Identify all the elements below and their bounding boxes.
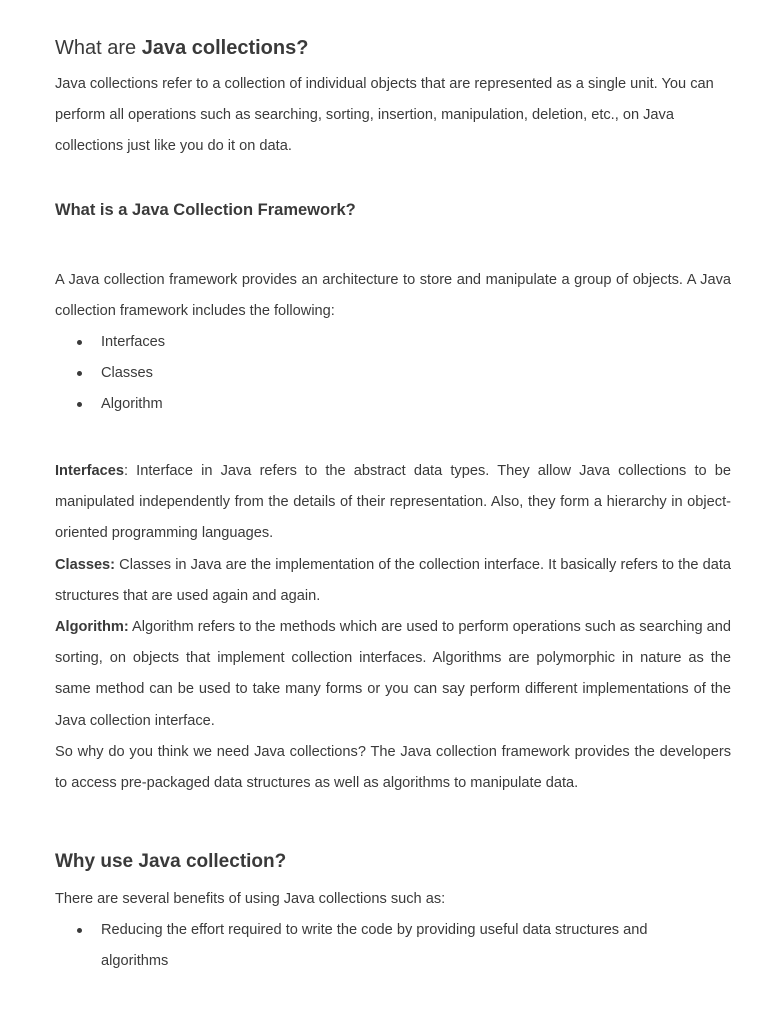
algorithm-text: Algorithm refers to the methods which are used to perform operations such as searching and sorting, on objects that implement collection interfaces. Algorithms are polymorphic in nature as the same method can be used to take many forms or you can say perform different implementations of the Java collection interface. — [55, 619, 731, 729]
interfaces-label: Interfaces — [55, 463, 124, 479]
classes-text: Classes in Java are the implementation of the collection interface. It basically refers to the data structures that are used again and again. — [55, 556, 731, 604]
paragraph-algorithm — [55, 612, 731, 737]
paragraph-what-are: Java collections refer to a collection of individual objects that are represented as a single unit. You can perform all operations such as searching, sorting, insertion, manipulation, deletion, etc., on Java collections just like you do it on data. — [55, 76, 714, 155]
classes-label: Classes: — [55, 556, 116, 573]
benefits-list — [55, 915, 731, 977]
list-item — [55, 327, 731, 358]
list-item — [55, 389, 731, 420]
algorithm-label: Algorithm: — [55, 619, 129, 635]
list-item-text: Classes — [101, 365, 153, 382]
bullet-icon — [77, 402, 82, 407]
paragraph-why-need: So why do you think we need Java collections? The Java collection framework provides the developers to access pre-packaged data structures as well as algorithms to manipulate data. — [55, 743, 731, 791]
bullet-icon — [77, 371, 82, 376]
heading-why-use: Why use Java collection? — [55, 851, 287, 872]
heading-bold-part: Java collections? — [141, 37, 309, 59]
paragraph-interfaces — [55, 456, 731, 550]
list-item-text: Reducing the effort required to write the code by providing useful data structures and algorithms — [101, 922, 648, 970]
paragraph-classes — [55, 550, 731, 612]
paragraph-why-use: There are several benefits of using Java collections such as: — [55, 891, 446, 907]
list-item — [55, 358, 731, 389]
heading-what-are-java-collections — [55, 34, 308, 62]
interfaces-text: : Interface in Java refers to the abstract data types. They allow Java collections to be manipulated independently from the details of their representation. Also, they form a hierarchy in object-oriented programming languages. — [55, 463, 731, 542]
heading-plain-part: What are — [55, 37, 142, 59]
framework-list — [55, 327, 731, 421]
bullet-icon — [77, 340, 82, 345]
list-item-text: Interfaces — [101, 334, 166, 350]
heading-framework: What is a Java Collection Framework? — [55, 201, 356, 219]
bullet-icon — [77, 928, 82, 933]
list-item — [55, 915, 731, 977]
list-item-text: Algorithm — [101, 396, 163, 413]
paragraph-framework: A Java collection framework provides an architecture to store and manipulate a group of objects. A Java collection framework includes the following: — [55, 272, 731, 320]
